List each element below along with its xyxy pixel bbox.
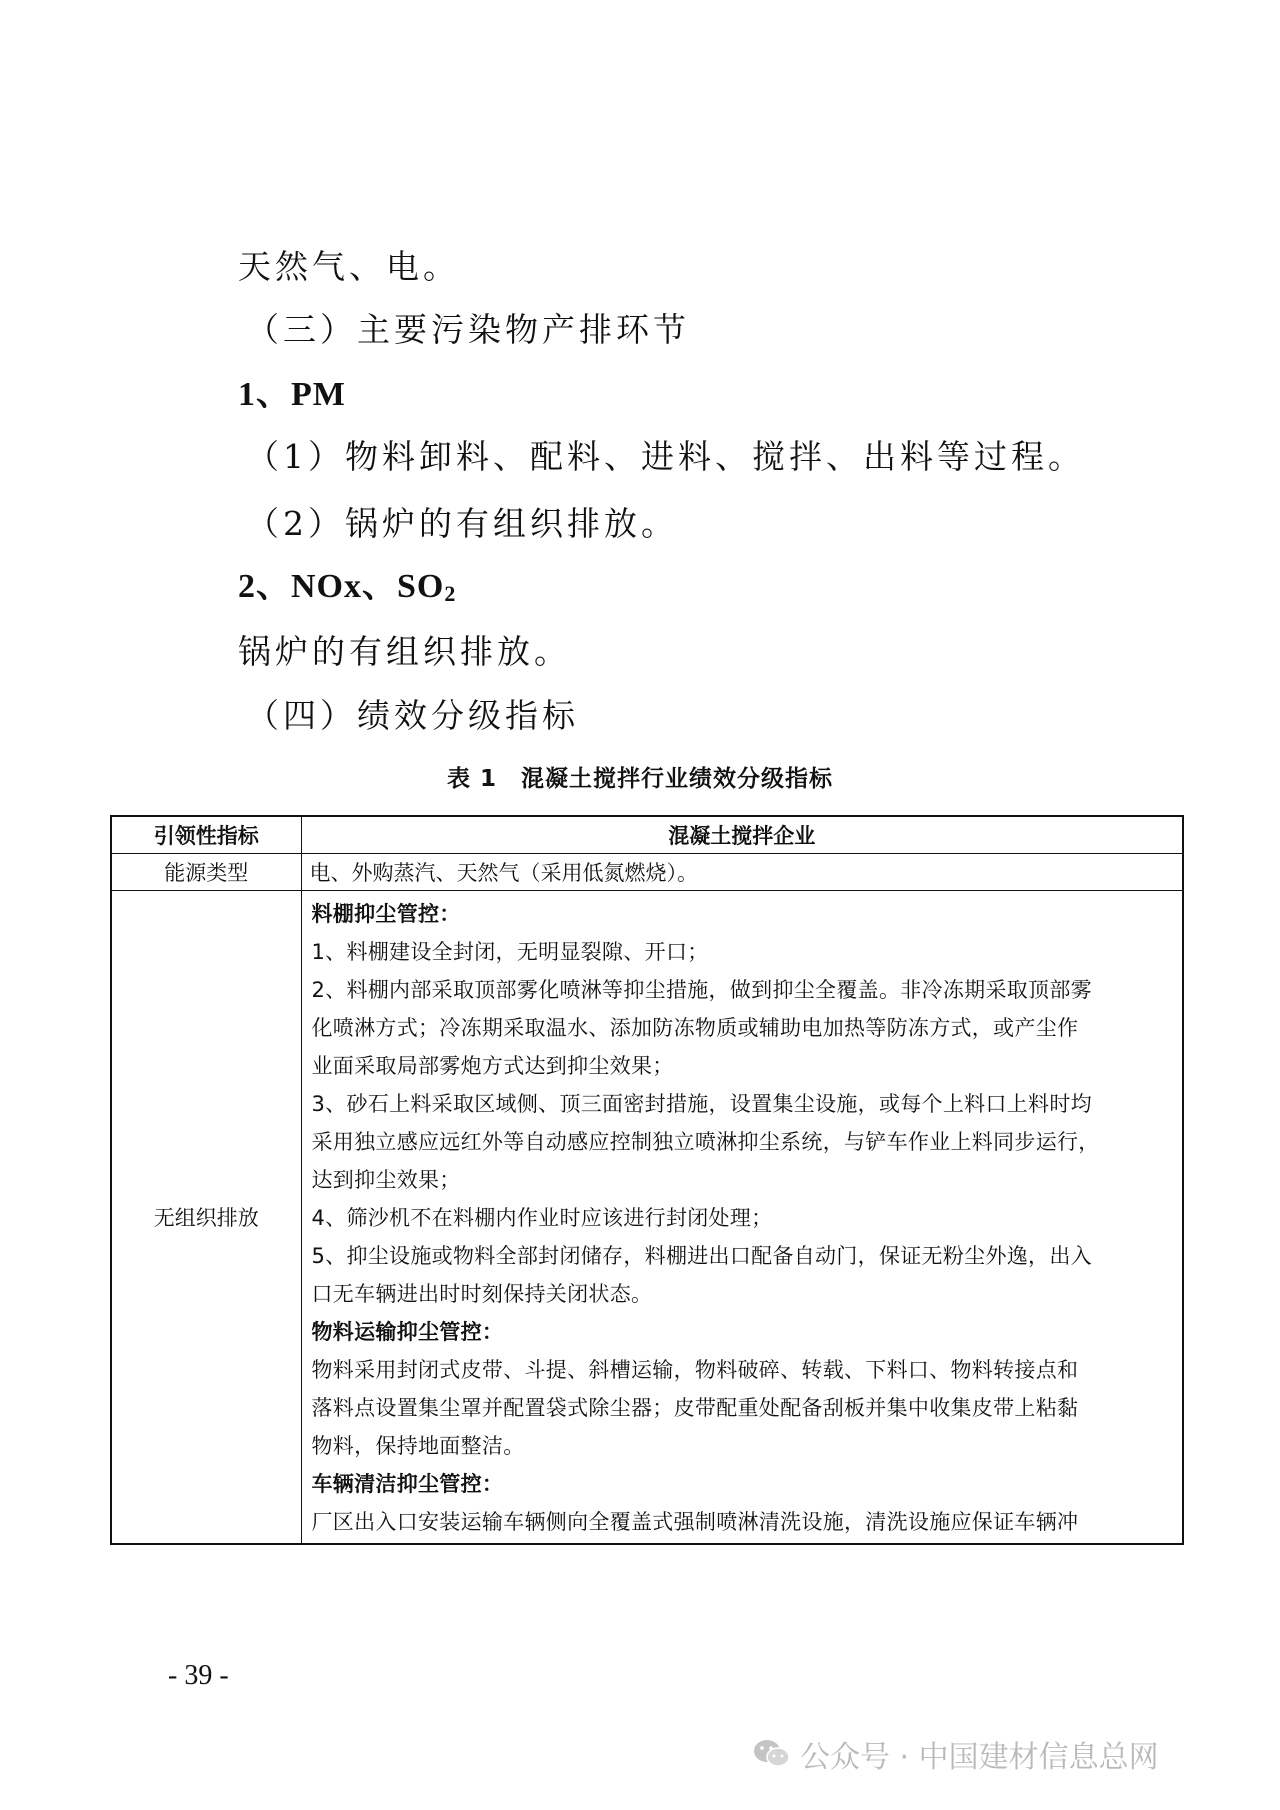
content-line: 4、筛沙机不在料棚内作业时应该进行封闭处理； — [311, 1206, 773, 1230]
watermark-text: 公众号 · 中国建材信息总网 — [800, 1740, 1159, 1775]
subheading-vehicle-dust: 车辆清洁抑尘管控： — [311, 1472, 504, 1496]
header-enterprise: 混凝土搅拌企业 — [301, 816, 1183, 854]
page-number: - 39 - — [168, 1660, 229, 1691]
table-row-energy — [111, 854, 1183, 891]
content-line: 2、料棚内部采取顶部雾化喷淋等抑尘措施，做到抑尘全覆盖。非冷冻期采取顶部雾 — [311, 978, 1092, 1002]
table-header-row — [111, 816, 1183, 854]
content-line: 采用独立感应远红外等自动感应控制独立喷淋抑尘系统，与铲车作业上料同步运行， — [311, 1130, 1100, 1154]
row-value-energy: 电、外购蒸汽、天然气（采用低氮燃烧）。 — [301, 854, 1183, 891]
content-line: 口无车辆进出时时刻保持关闭状态。 — [311, 1282, 653, 1306]
content-line: 化喷淋方式；冷冻期采取温水、添加防冻物质或辅助电加热等防冻方式，或产尘作 — [311, 1016, 1079, 1040]
content-line: 物料采用封闭式皮带、斗提、斜槽运输，物料破碎、转载、下料口、物料转接点和 — [311, 1358, 1079, 1382]
row-label-fugitive: 无组织排放 — [111, 891, 301, 1545]
heading-so2-subscript: 2 — [444, 581, 457, 606]
paragraph-energy-end: 天然气、电。 — [238, 247, 460, 286]
subheading-shed-dust: 料棚抑尘管控： — [311, 902, 461, 926]
heading-nox-so2 — [238, 565, 456, 616]
paragraph-boiler: 锅炉的有组织排放。 — [238, 632, 571, 671]
content-line: 达到抑尘效果； — [311, 1168, 461, 1192]
content-line: 业面采取局部雾炮方式达到抑尘效果； — [311, 1054, 674, 1078]
paragraph-pm-1: （1）物料卸料、配料、进料、搅拌、出料等过程。 — [246, 437, 1085, 476]
content-line: 落料点设置集尘罩并配置袋式除尘器；皮带配重处配备刮板并集中收集皮带上粘黏 — [311, 1396, 1079, 1420]
table-title: 表 1 混凝土搅拌行业绩效分级指标 — [446, 766, 833, 792]
wechat-icon — [752, 1738, 792, 1770]
content-line: 1、料棚建设全封闭，无明显裂隙、开口； — [311, 940, 709, 964]
row-label-energy: 能源类型 — [111, 854, 301, 891]
watermark — [752, 1732, 1159, 1776]
section-heading-grading: （四）绩效分级指标 — [246, 696, 579, 735]
table-row-fugitive — [111, 891, 1183, 1545]
section-heading-pollutants: （三）主要污染物产排环节 — [246, 310, 690, 349]
content-line: 5、抑尘设施或物料全部封闭储存，料棚进出口配备自动门，保证无粉尘外逸，出入 — [311, 1244, 1092, 1268]
header-indicator: 引领性指标 — [111, 816, 301, 854]
row-content-fugitive — [301, 891, 1183, 1545]
heading-nox-text: 2、NOx、SO — [238, 568, 445, 605]
content-line: 3、砂石上料采取区域侧、顶三面密封措施，设置集尘设施，或每个上料口上料时均 — [311, 1092, 1092, 1116]
grading-table — [110, 815, 1184, 1545]
subheading-transport-dust: 物料运输抑尘管控： — [311, 1320, 504, 1344]
paragraph-pm-2: （2）锅炉的有组织排放。 — [246, 504, 678, 543]
heading-pm: 1、PM — [238, 376, 346, 413]
content-line: 厂区出入口安装运输车辆侧向全覆盖式强制喷淋清洗设施，清洗设施应保证车辆冲 — [311, 1510, 1079, 1534]
content-line: 物料，保持地面整洁。 — [311, 1434, 525, 1458]
